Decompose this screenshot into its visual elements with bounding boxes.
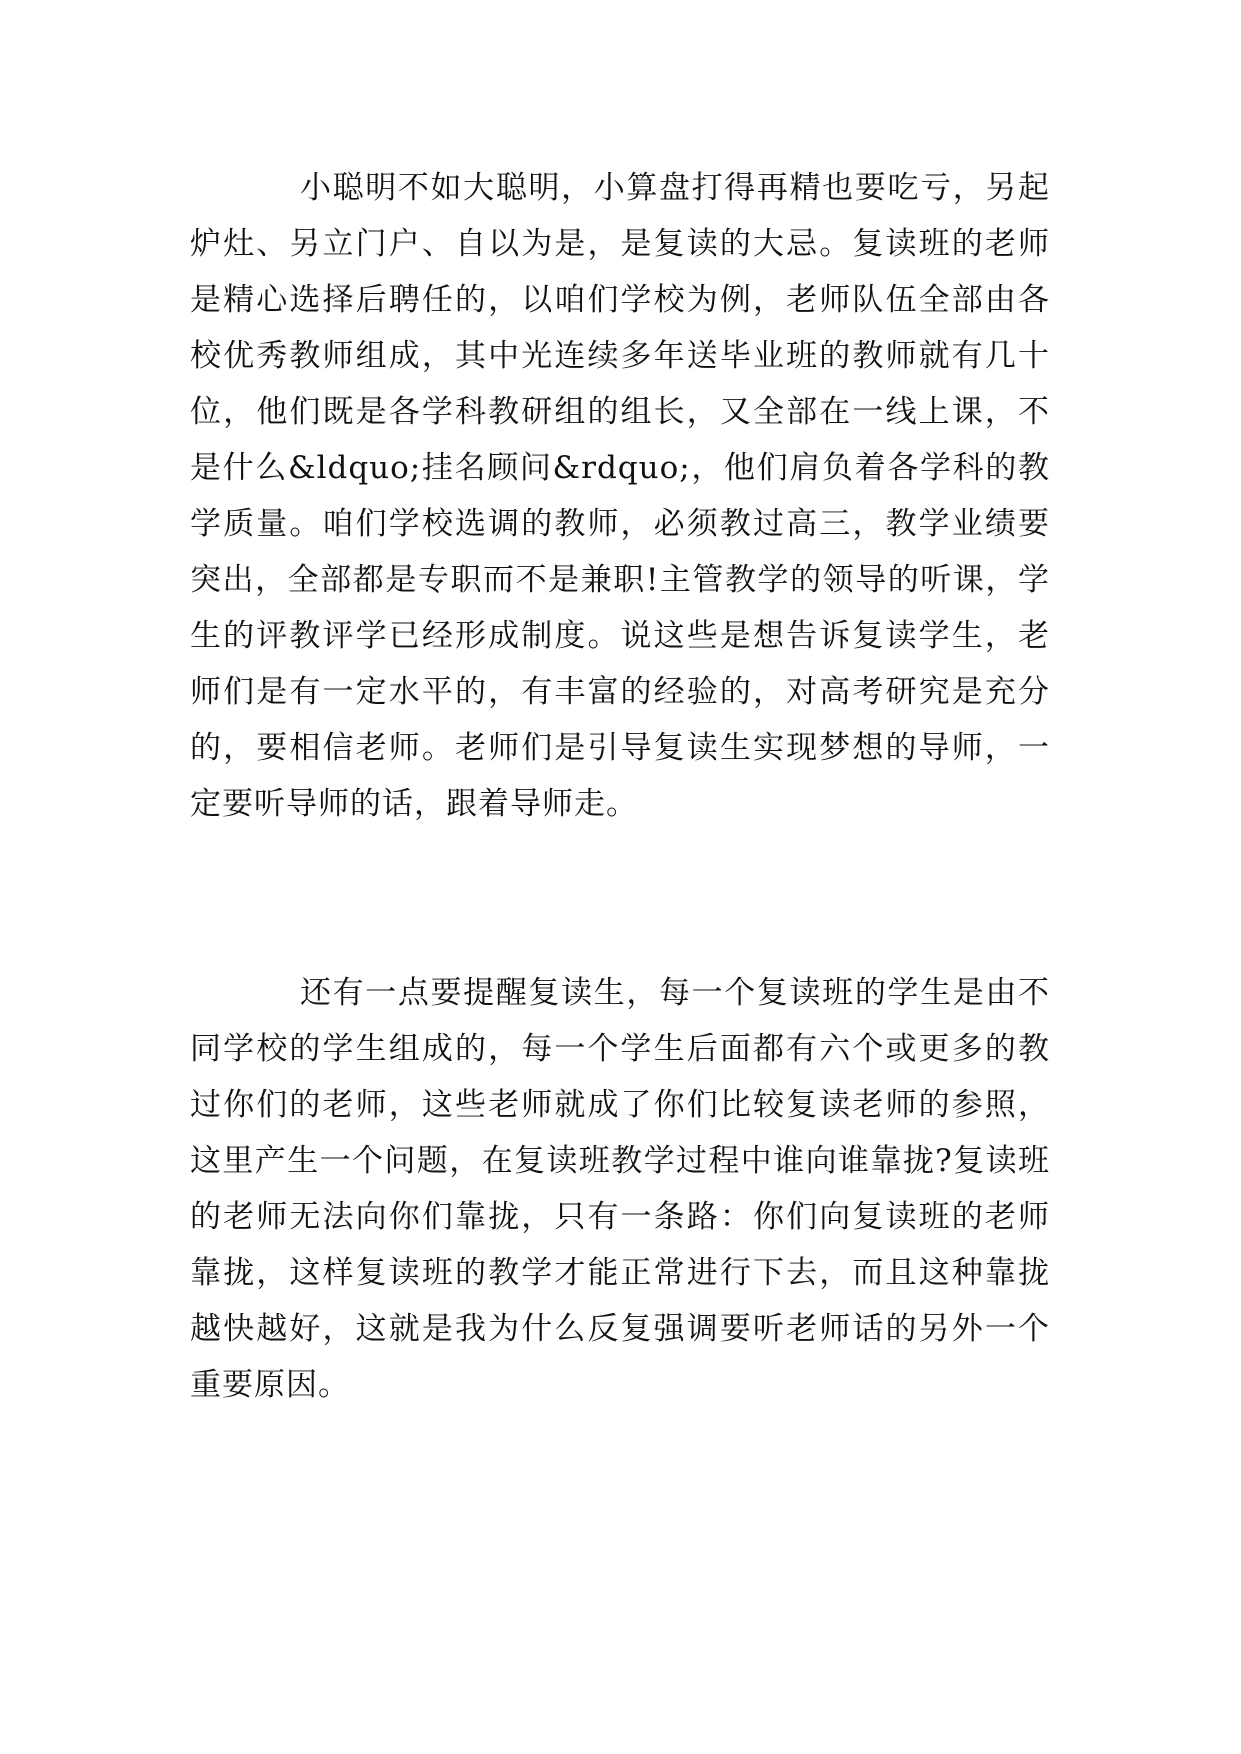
paragraph-1: 小聪明不如大聪明，小算盘打得再精也要吃亏，另起炉灶、另立门户、自以为是，是复读的大忌。复读班的老师是精心选择后聘任的，以咱们学校为例，老师队伍全部由各校优秀教师组成，其中光连续多年送毕业班的教师就有几十位，他们既是各学科教研组的组长，又全部在一线上课，不是什么&ldquo;挂名顾问&rdquo;，他们肩负着各学科的教学质量。咱们学校选调的教师，必须教过高三，教学业绩要突出，全部都是专职而不是兼职!主管教学的领导的听课，学生的评教评学已经形成制度。说这些是想告诉复读学生，老师们是有一定水平的，有丰富的经验的，对高考研究是充分的，要相信老师。老师们是引导复读生实现梦想的导师，一定要听导师的话，跟着导师走。: [190, 170, 1050, 822]
paragraph-2: 还有一点要提醒复读生，每一个复读班的学生是由不同学校的学生组成的，每一个学生后面都有六个或更多的教过你们的老师，这些老师就成了你们比较复读老师的参照，这里产生一个问题，在复读班教学过程中谁向谁靠拢?复读班的老师无法向你们靠拢，只有一条路：你们向复读班的老师靠拢，这样复读班的教学才能正常进行下去，而且这种靠拢越快越好，这就是我为什么反复强调要听老师话的另外一个重要原因。: [190, 975, 1050, 1403]
